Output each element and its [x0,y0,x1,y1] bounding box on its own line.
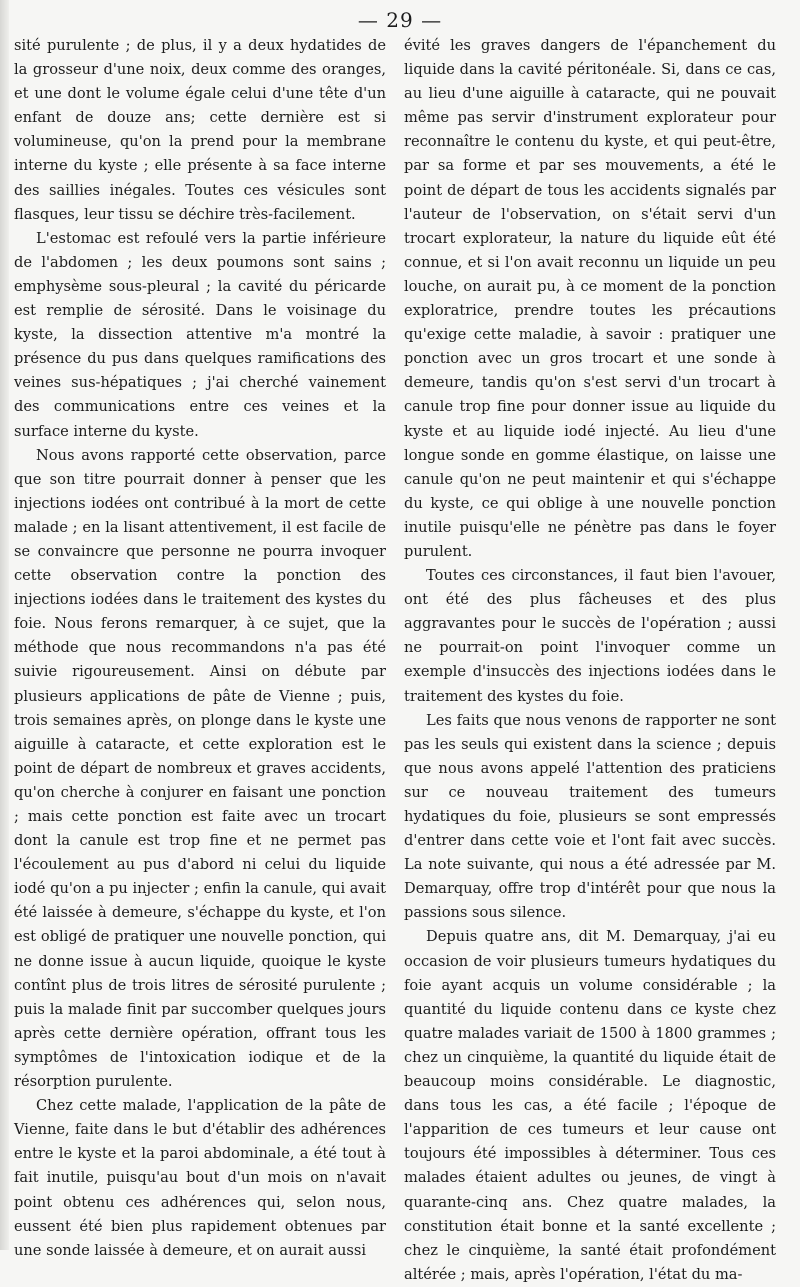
paragraph: Nous avons rapporté cette observation, parce que son titre pourrait donner à penser que les injections iodées ont contribué à la mort de cette malade ; en la lisant attentivement, il est facile de se convaincre que personne ne pourra invoquer cette observation contre la ponction des injections iodées dans le traitement des kystes du foie. Nous ferons remarquer, à ce sujet, que la méthode que nous recommandons n'a pas été suivie rigoureusement. Ainsi on débute par plusieurs applications de pâte de Vienne ; puis, trois semaines après, on plonge dans le kyste une aiguille à cataracte, et cette exploration est le point de départ de nombreux et graves accidents, qu'on cherche à conjurer en faisant une ponction ; mais cette ponction est faite avec un trocart dont la canule est trop fine et ne permet pas l'écoulement au pus d'abord ni celui du liquide iodé qu'on a pu injecter ; enfin la canule, qui avait été laissée à demeure, s'échappe du kyste, et l'on est obligé de pratiquer une nouvelle ponction, qui ne donne issue à aucun liquide, quoique le kyste contînt plus de trois litres de sérosité purulente ; puis la malade finit par succomber quelques jours après cette dernière opération, offrant tous les symptômes de l'intoxication iodique et de la résorption purulente. [14,446,386,1091]
paragraph: Les faits que nous venons de rapporter ne sont pas les seuls qui existent dans la science ; depuis que nous avons appelé l'attention des praticiens sur ce nouveau traitement des tumeurs hydatiques du foie, plusieurs se sont empressés d'entrer dans cette voie et l'ont fait avec succès. La note suivante, qui nous a été adressée par M. Demarquay, offre trop d'intérêt pour que nous la passions sous silence. [404,711,776,922]
left-column [14,34,386,1263]
paragraph: Depuis quatre ans, dit M. Demarquay, j'ai eu occasion de voir plusieurs tumeurs hydatiques du foie ayant acquis un volume considérable ; la quantité du liquide contenu dans ce kyste chez quatre malades variait de 1500 à 1800 grammes ; chez un cinquième, la quantité du liquide était de beaucoup moins considérable. Le diagnostic, dans tous les cas, a été facile ; l'époque de l'apparition de ces tumeurs et leur cause ont toujours été impossibles à déterminer. Tous ces malades étaient adultes ou jeunes, de vingt à quarante-cinq ans. Chez quatre malades, la constitution était bonne et la santé excellente ; chez le cinquième, la santé était profondément altérée ; mais, après l'opération, l'état du ma- [404,928,776,1283]
paragraph: Chez cette malade, l'application de la pâte de Vienne, faite dans le but d'établir des adhérences entre le kyste et la paroi abdominale, a été tout à fait inutile, puisqu'au bout d'un mois on n'avait point obtenu ces adhérences qui, selon nous, eussent été bien plus rapidement obtenues par une sonde laissée à demeure, et on aurait aussi [14,1097,386,1259]
page-number: — 29 — [357,8,443,32]
paragraph: L'estomac est refoulé vers la partie inférieure de l'abdomen ; les deux poumons sont sains ; emphysème sous-pleural ; la cavité du péricarde est remplie de sérosité. Dans le voisinage du kyste, la dissection attentive m'a montré la présence du pus dans quelques ramifications des veines sus-hépatiques ; j'ai cherché vainement des communications entre ces veines et la surface interne du kyste. [14,229,386,440]
paragraph: Toutes ces circonstances, il faut bien l'avouer, ont été des plus fâcheuses et des plus aggravantes pour le succès de l'opération ; aussi ne pourrait-on point l'invoquer comme un exemple d'insuccès des injections iodées dans le traitement des kystes du foie. [404,567,776,705]
paragraph: sité purulente ; de plus, il y a deux hydatides de la grosseur d'une noix, deux comme des oranges, et une dont le volume égale celui d'une tête d'un enfant de douze ans; cette dernière est si volumineuse, qu'on la prend pour la membrane interne du kyste ; elle présente à sa face interne des saillies inégales. Toutes ces vésicules sont flasques, leur tissu se déchire très-facilement. [14,37,386,223]
binding-edge [0,0,9,1250]
paragraph: évité les graves dangers de l'épanchement du liquide dans la cavité péritonéale. Si, dans ce cas, au lieu d'une aiguille à cataracte, qui ne pouvait même pas servir d'instrument explorateur pour reconnaître le contenu du kyste, et qui peut-être, par sa forme et par ses mouvements, a été le point de départ de tous les accidents signalés par l'auteur de l'observation, on s'était servi d'un trocart explorateur, la nature du liquide eût été connue, et si l'on avait reconnu un liquide un peu louche, on aurait pu, à ce moment de la ponction exploratrice, prendre toutes les précautions qu'exige cette maladie, à savoir : pratiquer une ponction avec un gros trocart et une sonde à demeure, tandis qu'on s'est servi d'un trocart à canule trop fine pour donner issue au liquide du kyste et au liquide iodé injecté. Au lieu d'une longue sonde en gomme élastique, on laisse une canule qu'on ne peut maintenir et qui s'échappe du kyste, ce qui oblige à une nouvelle ponction inutile puisqu'elle ne pénètre pas dans le foyer purulent. [404,37,776,560]
right-column [404,34,776,1287]
